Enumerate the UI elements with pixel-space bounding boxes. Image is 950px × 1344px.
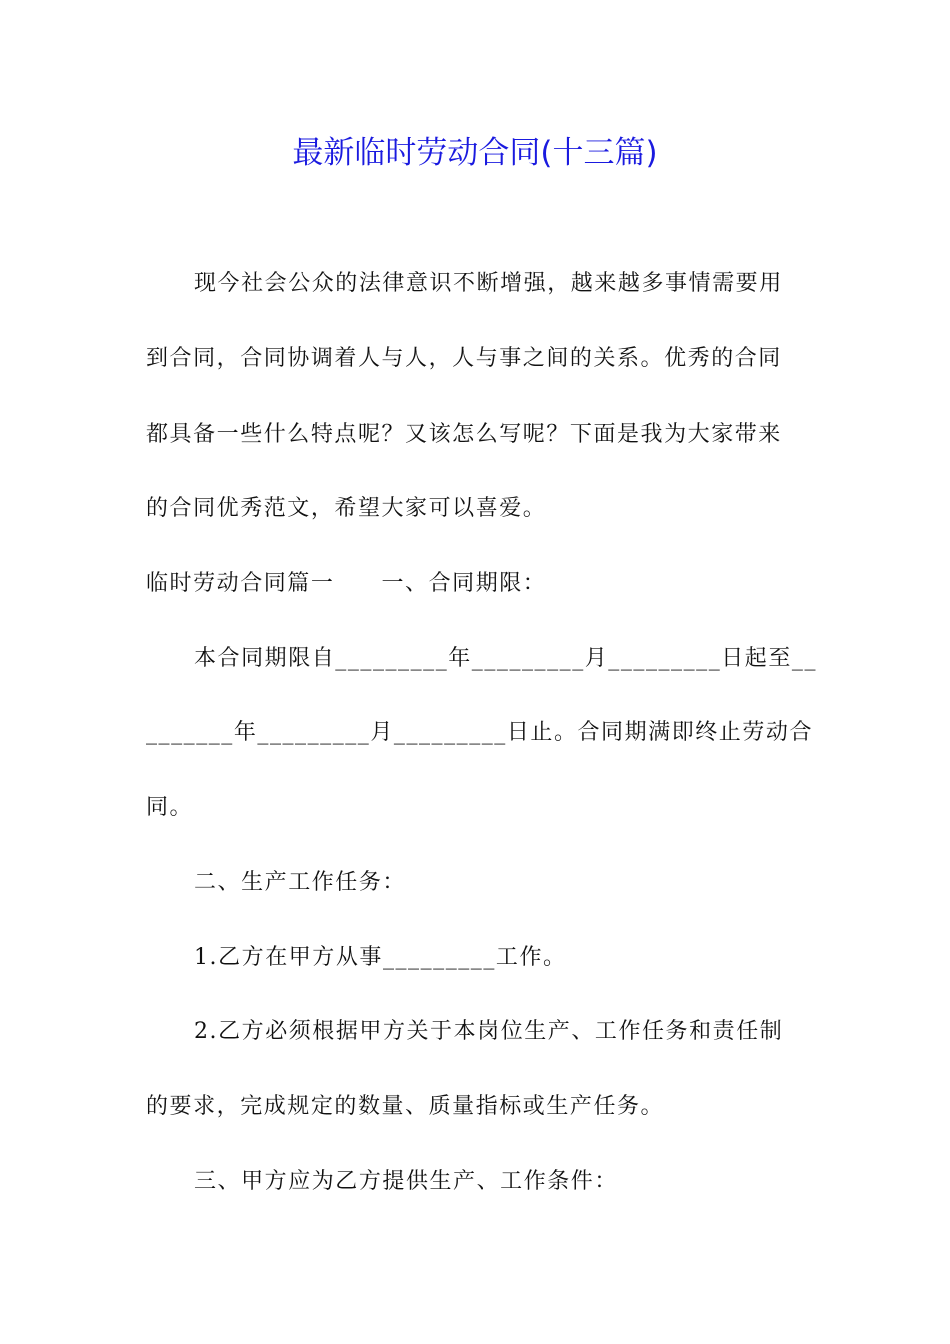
section-heading-line: 临时劳动合同篇一 一、合同期限： [146, 571, 547, 596]
paragraph-line: 的合同优秀范文，希望大家可以喜爱。 [146, 496, 547, 521]
paragraph-line: _______年_________月_________日止。合同期满即终止劳动合 [146, 720, 814, 745]
paragraph-line: 的要求，完成规定的数量、质量指标或生产任务。 [146, 1094, 665, 1119]
paragraph-line: 1.乙方在甲方从事_________工作。 [194, 945, 567, 970]
section-heading-line: 三、甲方应为乙方提供生产、工作条件： [194, 1169, 618, 1194]
paragraph-line: 都具备一些什么特点呢？又该怎么写呢？下面是我为大家带来 [146, 422, 782, 447]
paragraph-line: 2.乙方必须根据甲方关于本岗位生产、工作任务和责任制 [194, 1019, 784, 1044]
section-heading-line: 二、生产工作任务： [194, 870, 406, 895]
paragraph-line: 到合同，合同协调着人与人，人与事之间的关系。优秀的合同 [146, 346, 782, 371]
document-title: 最新临时劳动合同(十三篇) [292, 135, 658, 171]
paragraph-line: 现今社会公众的法律意识不断增强，越来越多事情需要用 [194, 271, 783, 296]
paragraph-line: 本合同期限自_________年_________月_________日起至__ [194, 646, 818, 671]
paragraph-line: 同。 [146, 795, 194, 820]
